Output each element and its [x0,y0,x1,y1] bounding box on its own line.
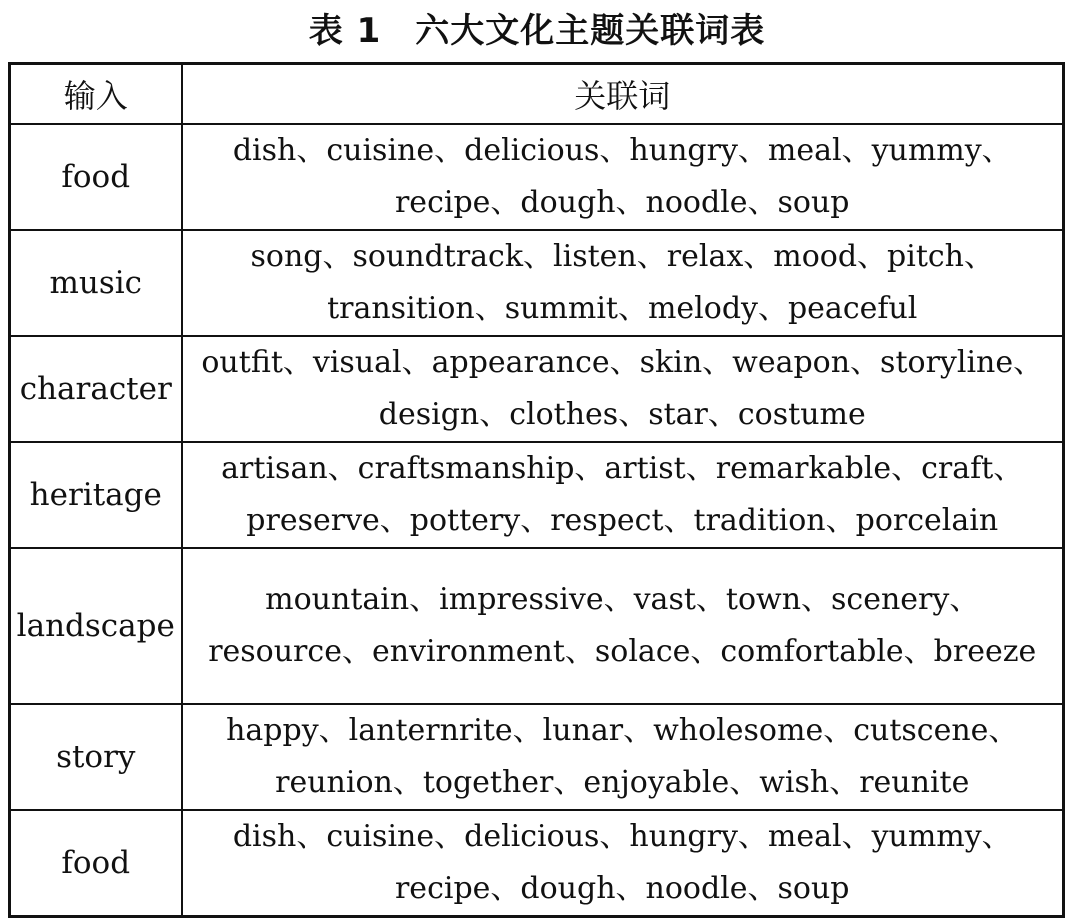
input-cell: heritage [10,442,182,548]
table-row [10,124,1064,230]
words-cell: mountain、impressive、vast、town、scenery、resource、environment、solace、comfortable、breeze [182,548,1064,704]
table-row [10,442,1064,548]
input-cell: music [10,230,182,336]
table-title: 六大文化主题关联词表 [415,11,766,51]
table-row [10,704,1064,810]
table-row [10,230,1064,336]
words-cell: dish、cuisine、delicious、hungry、meal、yummy、recipe、dough、noodle、soup [182,810,1064,917]
header-words: 关联词 [182,64,1064,125]
input-cell: food [10,810,182,917]
table-number: 表 1 [308,11,382,51]
header-input: 输入 [10,64,182,125]
input-cell: story [10,704,182,810]
header-row [10,64,1064,125]
words-cell: song、soundtrack、listen、relax、mood、pitch、transition、summit、melody、peaceful [182,230,1064,336]
input-cell: food [10,124,182,230]
table-caption [0,6,1074,56]
table-row [10,548,1064,704]
words-cell: happy、lanternrite、lunar、wholesome、cutscene、reunion、together、enjoyable、wish、reunite [182,704,1064,810]
words-cell: dish、cuisine、delicious、hungry、meal、yummy、recipe、dough、noodle、soup [182,124,1064,230]
table-row [10,810,1064,917]
table-row [10,336,1064,442]
input-cell: landscape [10,548,182,704]
words-cell: outfit、visual、appearance、skin、weapon、storyline、design、clothes、star、costume [182,336,1064,442]
input-cell: character [10,336,182,442]
words-cell: artisan、craftsmanship、artist、remarkable、craft、preserve、pottery、respect、tradition、porcelain [182,442,1064,548]
association-table [8,62,1065,918]
